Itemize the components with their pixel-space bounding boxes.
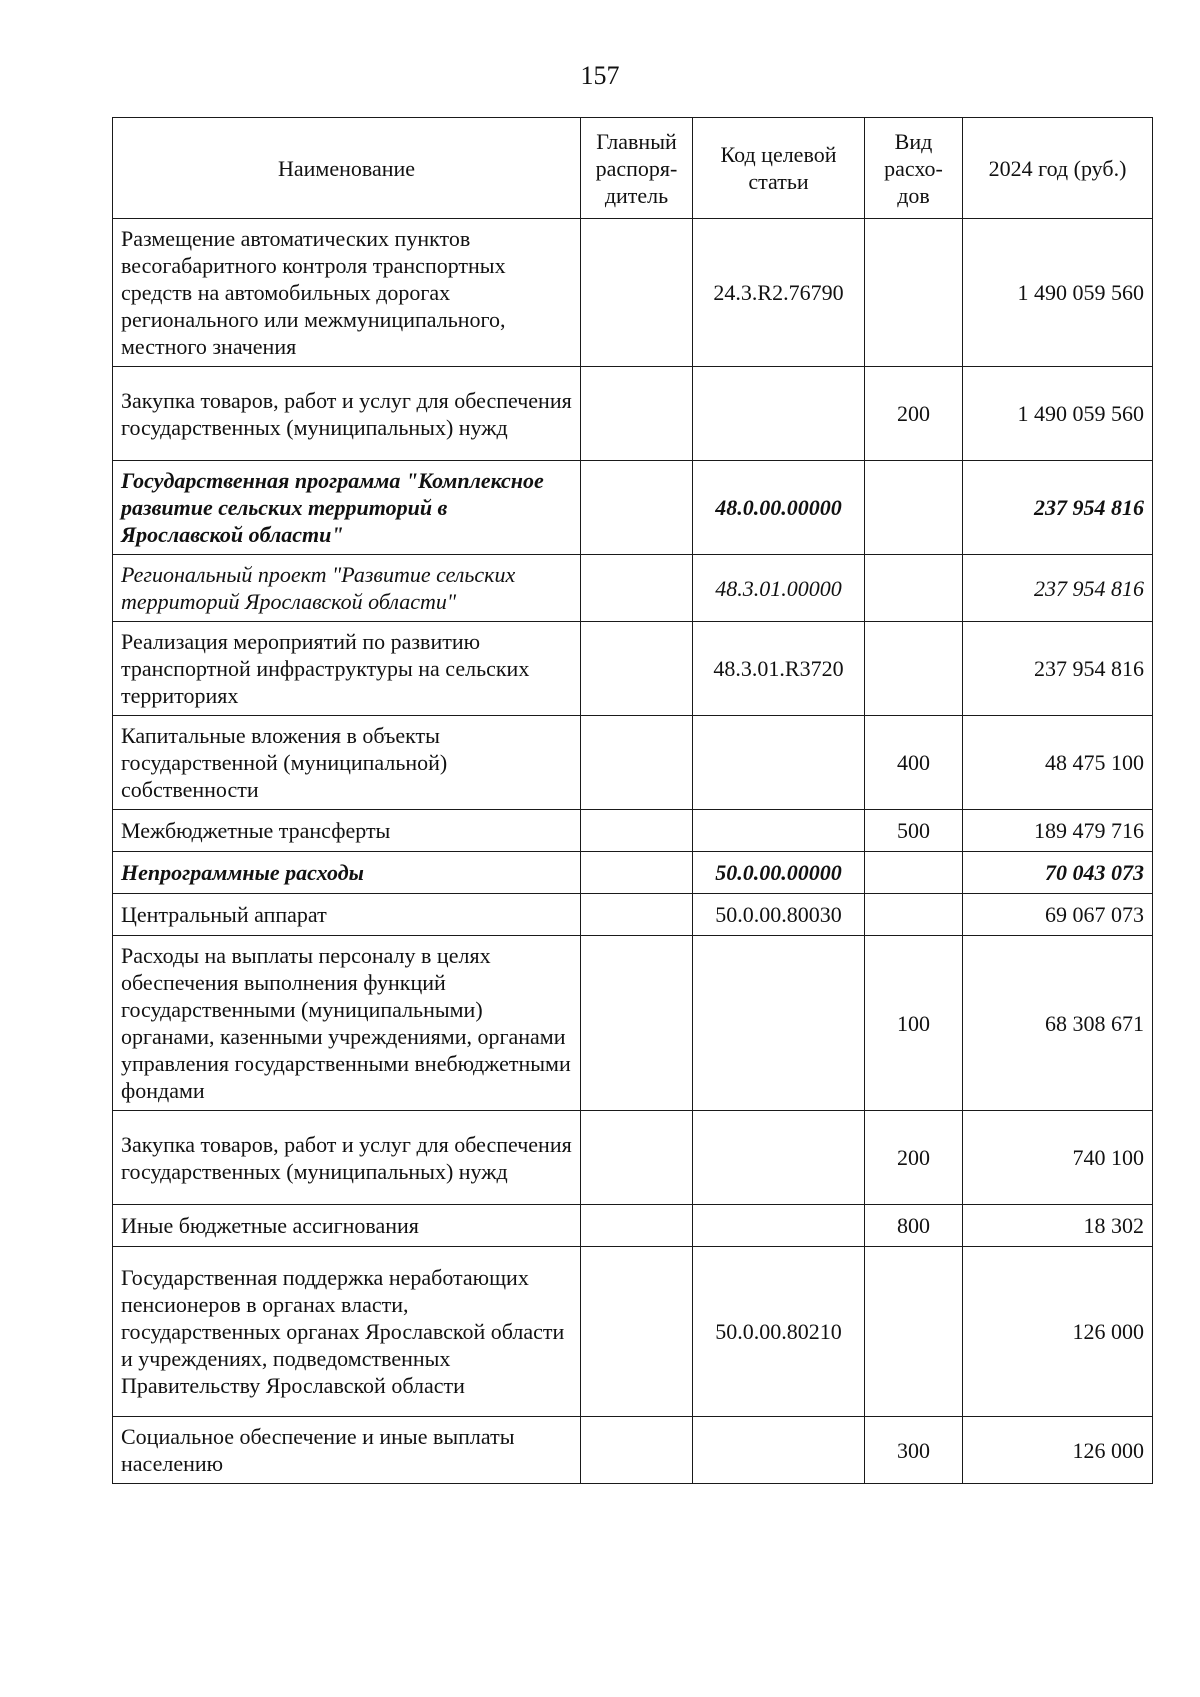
table-body [113,219,1153,1484]
table-row [113,1247,1153,1417]
cell-amount: 126 000 [963,1247,1153,1417]
cell-chief-manager [581,936,693,1111]
cell-target-code: 50.0.00.00000 [693,852,865,894]
cell-chief-manager [581,1205,693,1247]
table-row [113,367,1153,461]
table-row [113,1417,1153,1484]
cell-expense-type [865,219,963,367]
cell-chief-manager [581,461,693,555]
cell-name: Реализация мероприятий по развитию транспортной инфраструктуры на сельских территориях [113,622,581,716]
cell-amount: 1 490 059 560 [963,367,1153,461]
cell-target-code [693,810,865,852]
cell-expense-type [865,622,963,716]
cell-name: Непрограммные расходы [113,852,581,894]
cell-name: Государственная поддержка неработающих пенсионеров в органах власти, государственных органах Ярославской области и учреждениях, подведомственных Правительству Ярославской области [113,1247,581,1417]
cell-name: Закупка товаров, работ и услуг для обеспечения государственных (муниципальных) нужд [113,367,581,461]
cell-target-code: 48.3.01.00000 [693,555,865,622]
cell-amount: 70 043 073 [963,852,1153,894]
cell-target-code [693,936,865,1111]
table-row [113,622,1153,716]
cell-amount: 237 954 816 [963,461,1153,555]
cell-expense-type: 100 [865,936,963,1111]
cell-name: Размещение автоматических пунктов весогабаритного контроля транспортных средств на автомобильных дорогах регионального или межмуниципального, местного значения [113,219,581,367]
cell-expense-type [865,555,963,622]
cell-chief-manager [581,1417,693,1484]
cell-name: Межбюджетные трансферты [113,810,581,852]
cell-amount: 740 100 [963,1111,1153,1205]
cell-amount: 126 000 [963,1417,1153,1484]
table-row [113,810,1153,852]
cell-expense-type: 300 [865,1417,963,1484]
cell-expense-type [865,852,963,894]
cell-target-code: 48.3.01.R3720 [693,622,865,716]
cell-chief-manager [581,622,693,716]
cell-amount: 237 954 816 [963,622,1153,716]
table-row [113,716,1153,810]
cell-name: Региональный проект "Развитие сельских территорий Ярославской области" [113,555,581,622]
cell-amount: 237 954 816 [963,555,1153,622]
cell-name: Закупка товаров, работ и услуг для обеспечения государственных (муниципальных) нужд [113,1111,581,1205]
cell-amount: 18 302 [963,1205,1153,1247]
cell-chief-manager [581,367,693,461]
cell-name: Государственная программа "Комплексное развитие сельских территорий в Ярославской области" [113,461,581,555]
header-expense-type: Вид расхо-дов [865,118,963,219]
cell-expense-type [865,894,963,936]
cell-expense-type [865,1247,963,1417]
cell-name: Расходы на выплаты персоналу в целях обеспечения выполнения функций государственными (муниципальными) органами, казенными учреждениями, органами управления государственными внебюджетными фондами [113,936,581,1111]
table-row [113,1205,1153,1247]
cell-chief-manager [581,1247,693,1417]
cell-amount: 68 308 671 [963,936,1153,1111]
table-header-row [113,118,1153,219]
table-row [113,852,1153,894]
cell-chief-manager [581,810,693,852]
table-row [113,894,1153,936]
cell-name: Социальное обеспечение и иные выплаты населению [113,1417,581,1484]
cell-expense-type [865,461,963,555]
header-name: Наименование [113,118,581,219]
cell-expense-type: 200 [865,1111,963,1205]
table-row [113,1111,1153,1205]
cell-chief-manager [581,555,693,622]
cell-target-code: 50.0.00.80030 [693,894,865,936]
cell-chief-manager [581,1111,693,1205]
cell-target-code: 24.3.R2.76790 [693,219,865,367]
cell-name: Центральный аппарат [113,894,581,936]
cell-chief-manager [581,219,693,367]
header-chief-manager: Главный распоря-дитель [581,118,693,219]
header-amount-2024: 2024 год (руб.) [963,118,1153,219]
cell-expense-type: 400 [865,716,963,810]
cell-name: Капитальные вложения в объекты государственной (муниципальной) собственности [113,716,581,810]
budget-table [112,117,1153,1484]
cell-target-code: 48.0.00.00000 [693,461,865,555]
cell-target-code [693,1205,865,1247]
cell-expense-type: 500 [865,810,963,852]
cell-chief-manager [581,852,693,894]
cell-target-code [693,1417,865,1484]
cell-expense-type: 200 [865,367,963,461]
cell-target-code [693,716,865,810]
cell-target-code [693,367,865,461]
cell-name: Иные бюджетные ассигнования [113,1205,581,1247]
cell-expense-type: 800 [865,1205,963,1247]
header-target-code: Код целевой статьи [693,118,865,219]
table-row [113,936,1153,1111]
table-row [113,461,1153,555]
cell-amount: 1 490 059 560 [963,219,1153,367]
table-row [113,555,1153,622]
cell-chief-manager [581,716,693,810]
page-number: 157 [580,61,620,90]
cell-target-code: 50.0.00.80210 [693,1247,865,1417]
cell-amount: 189 479 716 [963,810,1153,852]
cell-target-code [693,1111,865,1205]
cell-chief-manager [581,894,693,936]
cell-amount: 69 067 073 [963,894,1153,936]
cell-amount: 48 475 100 [963,716,1153,810]
table-row [113,219,1153,367]
